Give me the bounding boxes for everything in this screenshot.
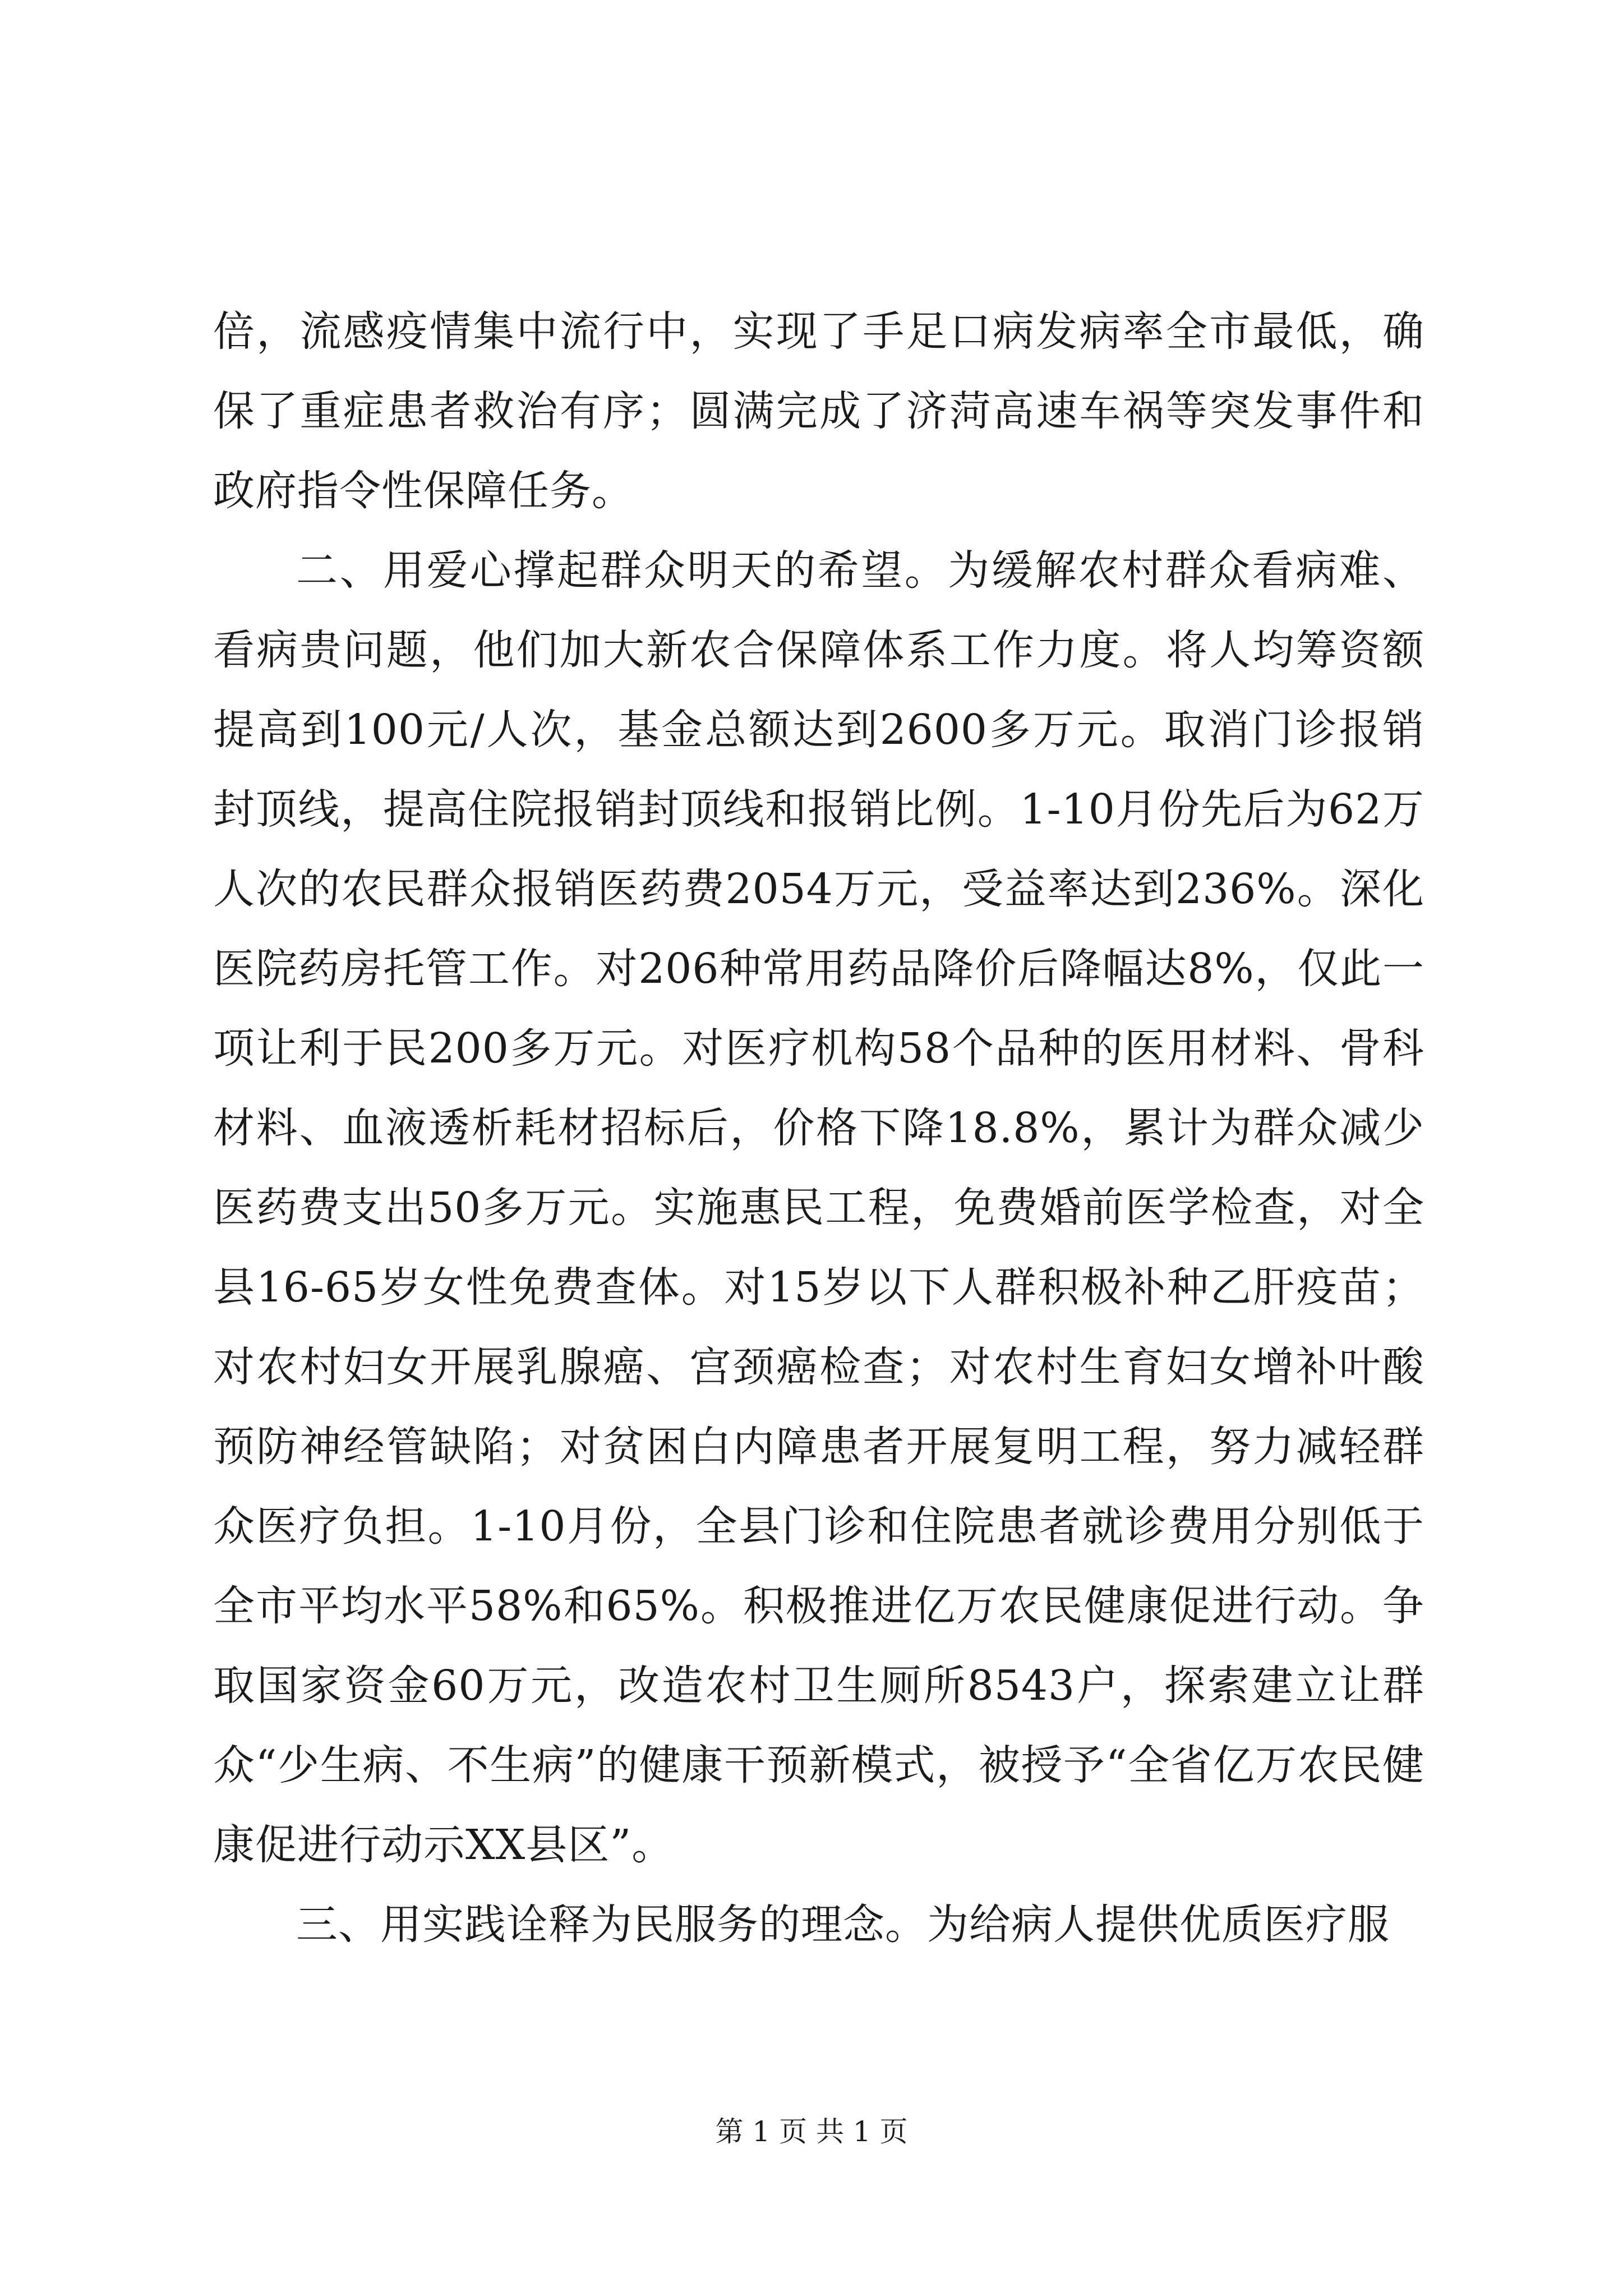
page-footer: 第 1 页 共 1 页: [715, 2115, 908, 2148]
paragraph-section-two: 二、用爱心撑起群众明天的希望。为缓解农村群众看病难、看病贵问题，他们加大新农合保障体系工作力度。将人均筹资额提高到100元/人次，基金总额达到2600多万元。取消门诊报销封顶线，提高住院报销封顶线和报销比例。1-10月份先后为62万人次的农民群众报销医药费2054万元，受益率达到236%。深化医院药房托管工作。对206种常用药品降价后降幅达8%，仅此一项让利于民200多万元。对医疗机构58个品种的医用材料、骨科材料、血液透析耗材招标后，价格下降18.8%，累计为群众减少医药费支出50多万元。实施惠民工程，免费婚前医学检查，对全县16-65岁女性免费查体。对15岁以下人群积极补种乙肝疫苗；对农村妇女开展乳腺癌、宫颈癌检查；对农村生育妇女增补叶酸预防神经管缺陷；对贫困白内障患者开展复明工程，努力减轻群众医疗负担。1-10月份，全县门诊和住院患者就诊费用分别低于全市平均水平58%和65%。积极推进亿万农民健康促进行动。争取国家资金60万元，改造农村卫生厕所8543户，探索建立让群众“少生病、不生病”的健康干预新模式，被授予“全省亿万农民健康促进行动示XX县区”。: [213, 546, 1424, 1869]
paragraph-section-three: 三、用实践诠释为民服务的理念。为给病人提供优质医疗服: [296, 1901, 1390, 1949]
document-body: [213, 292, 1424, 1964]
paragraph-continuation: 倍，流感疫情集中流行中，实现了手足口病发病率全市最低，确保了重症患者救治有序；圆满完成了济菏高速车祸等突发事件和政府指令性保障任务。: [213, 307, 1424, 515]
